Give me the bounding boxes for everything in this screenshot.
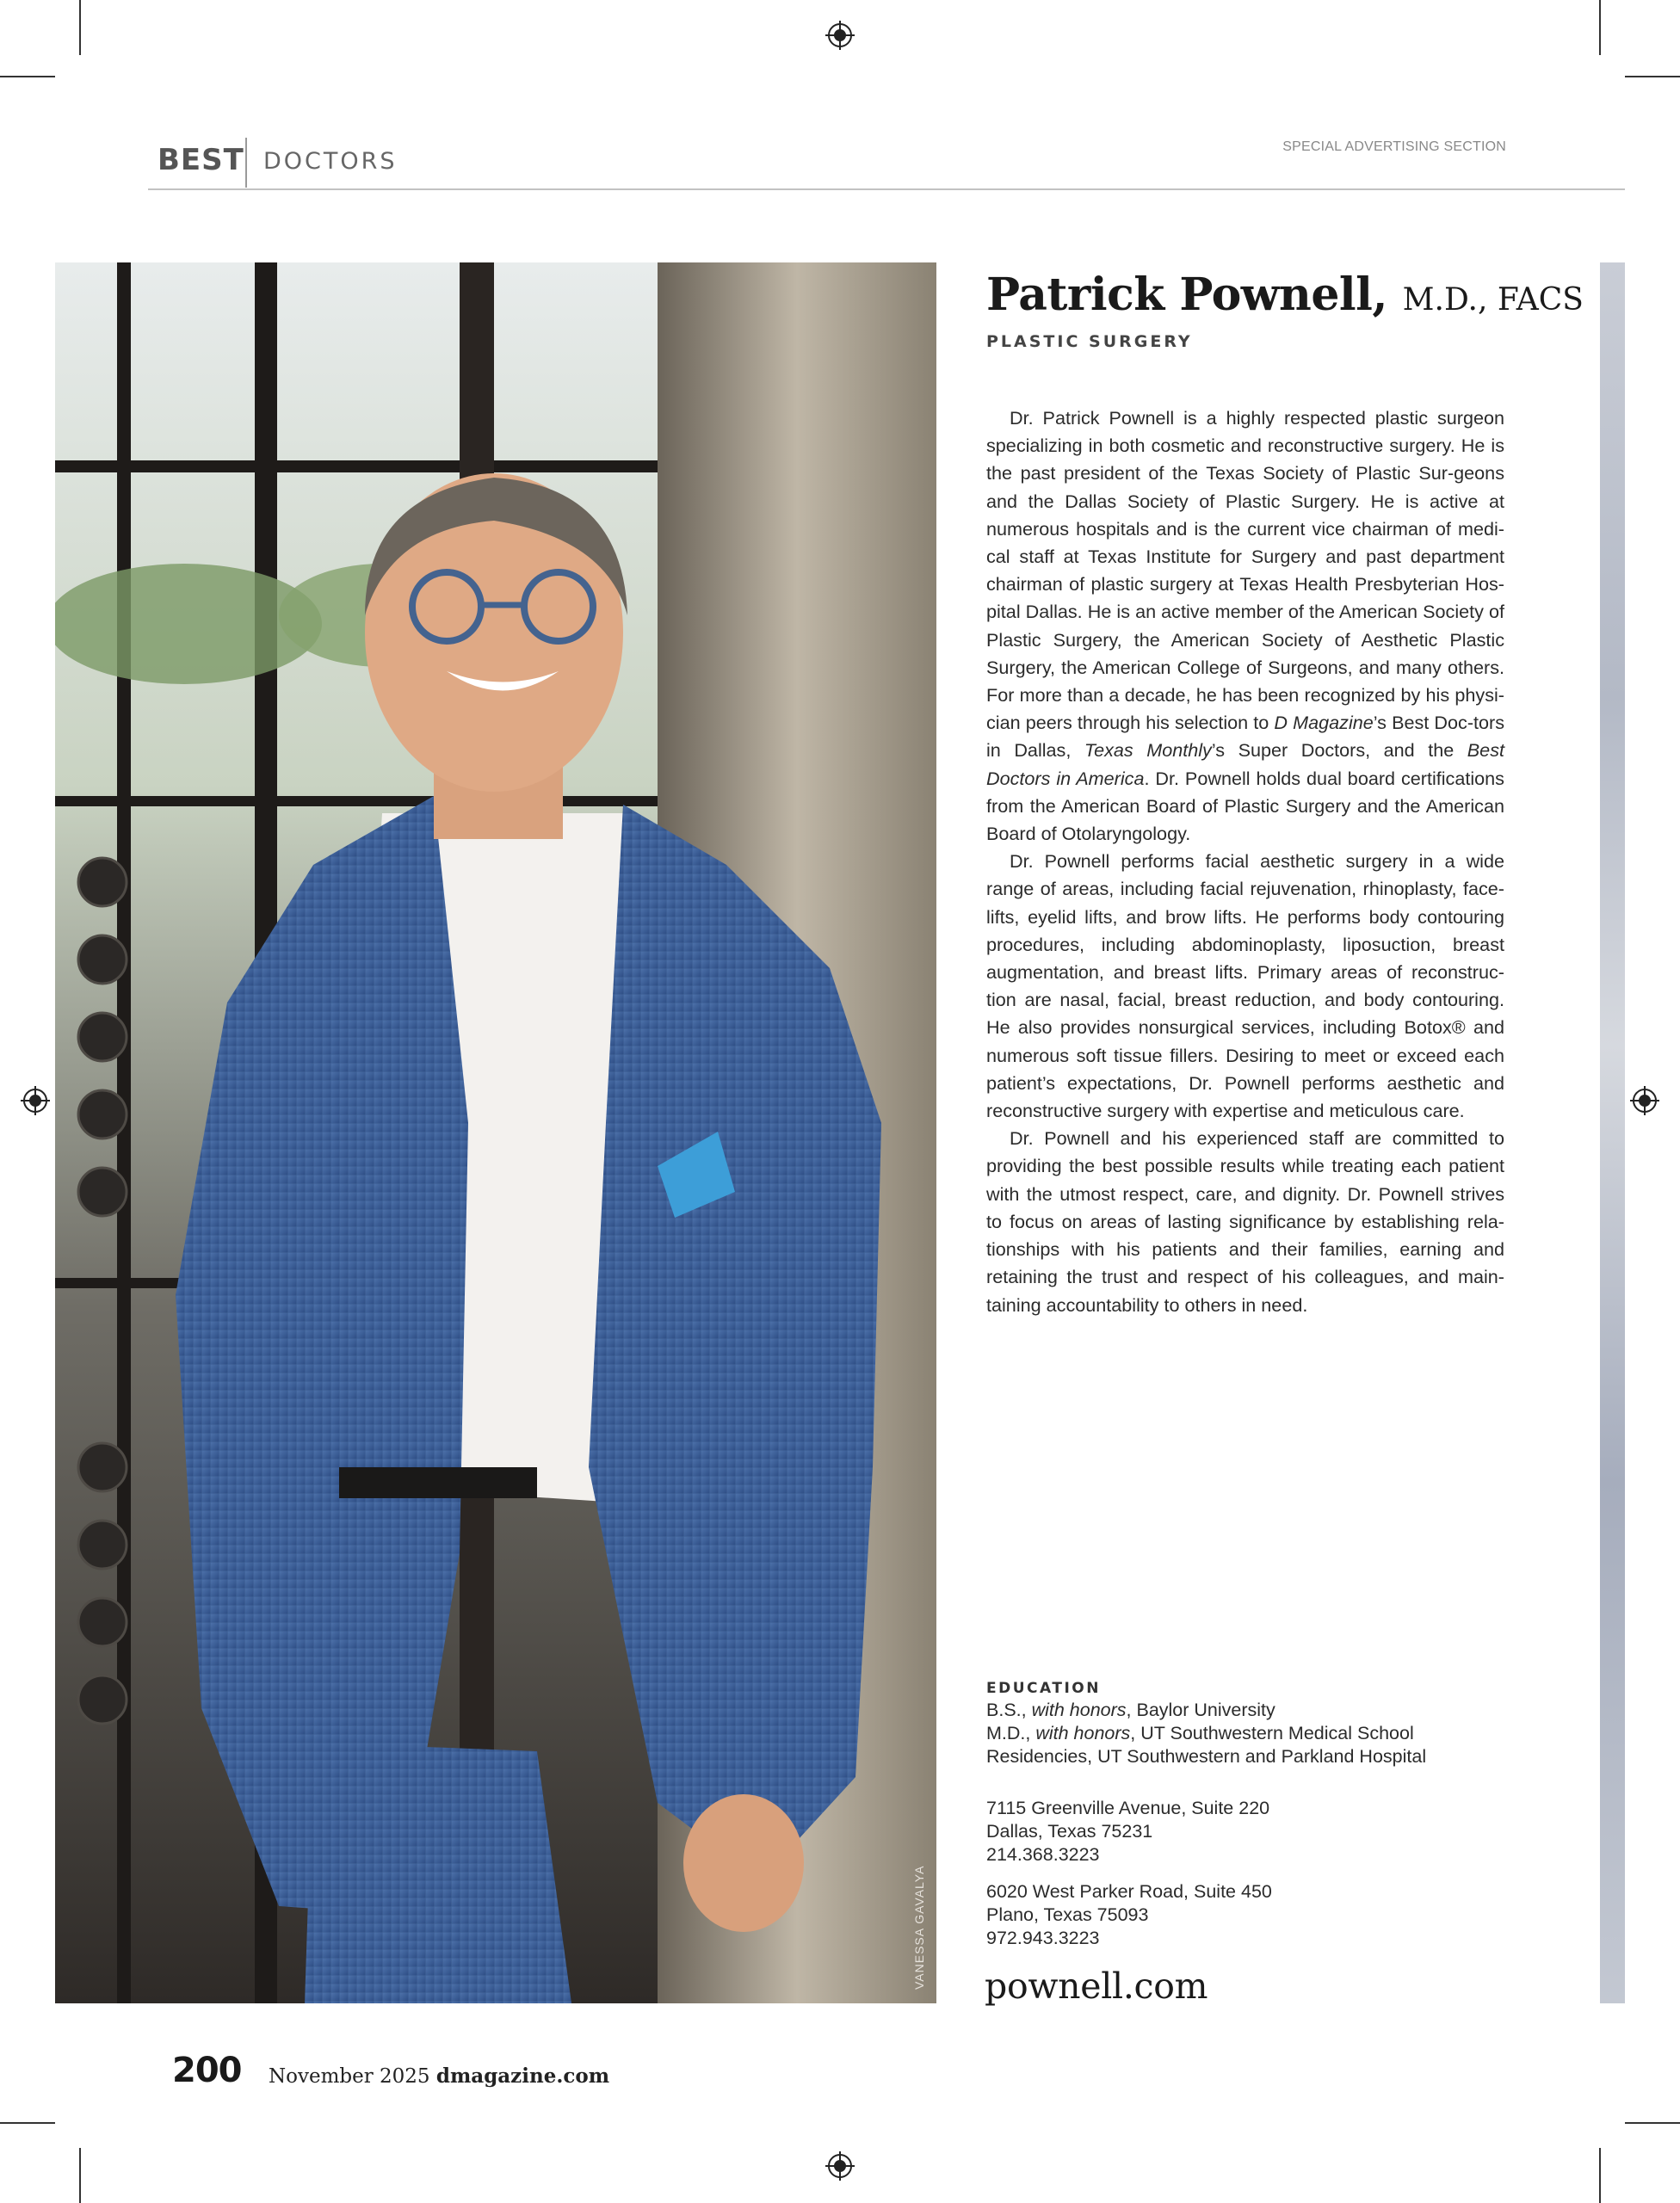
specialty-label: PLASTIC SURGERY — [986, 332, 1193, 351]
bio-text: Dr. Patrick Pownell is a highly respected plastic surgeon specializing in both cosmetic and reconstructive surgery. He is the past president of the Texas Society of Plastic Sur-geons and the Dallas Society of Plastic Surgery. He is active at numerous hospitals and is the current vice chairman of medi-cal staff at Texas Institute for Surgery and past department chairman of plastic surgery at Texas Health Presbyterian Hos-pital Dallas. He is an active member of the American Society of Plastic Surgery, the American Society of Aesthetic Plastic Surgery, the American College of Surgeons, and many others. For more than a decade, he has been recognized by his physi-cian peers through his selection to — [986, 407, 1504, 734]
crop-mark — [1625, 76, 1680, 77]
doctor-name — [986, 268, 1584, 321]
crop-mark — [1625, 2122, 1680, 2124]
degree: M.D., — [986, 1723, 1036, 1743]
magazine-title: Texas Monthly — [1084, 739, 1212, 762]
section-title: BEST — [158, 143, 244, 177]
bio-text: ’s Super Doctors, and the — [1211, 739, 1467, 762]
registration-mark-icon — [825, 2151, 855, 2181]
honors: with honors — [1031, 1700, 1127, 1720]
doctor-name-text: Patrick Pownell, — [986, 268, 1388, 321]
education-item: Residencies, UT Southwestern and Parkland Hospital — [986, 1746, 1427, 1767]
biography — [986, 404, 1504, 1319]
advertising-label: SPECIAL ADVERTISING SECTION — [1282, 139, 1506, 154]
education-item — [986, 1723, 1414, 1744]
magazine-title: D Magazine — [1274, 712, 1374, 734]
location-street: 6020 West Parker Road, Suite 450 — [986, 1881, 1272, 1902]
crop-mark — [1599, 2148, 1601, 2203]
degree: B.S., — [986, 1700, 1032, 1720]
footer-issue — [269, 2064, 609, 2088]
crop-mark — [79, 0, 81, 55]
crop-mark — [79, 2148, 81, 2203]
education-heading: EDUCATION — [986, 1680, 1101, 1697]
location-phone[interactable]: 972.943.3223 — [986, 1928, 1100, 1948]
decorative-side-bar — [1600, 262, 1625, 2003]
bio-text: . Dr. Pownell holds dual board certifications from the American Board of Plastic Surgery and the American Board of Otolaryngology. — [986, 767, 1504, 845]
location-city: Plano, Texas 75093 — [986, 1904, 1149, 1925]
publication-title: Best Doctors in America — [986, 739, 1504, 789]
photo-credit: VANESSA GAVALYA — [912, 1865, 926, 1990]
institution: , Baylor University — [1126, 1700, 1275, 1720]
footer-site: dmagazine.com — [435, 2064, 610, 2088]
crop-mark — [0, 2122, 55, 2124]
header-divider — [245, 138, 247, 188]
registration-mark-icon — [825, 21, 855, 50]
honors: with honors — [1035, 1723, 1131, 1743]
location-city: Dallas, Texas 75231 — [986, 1821, 1153, 1842]
issue-date: November 2025 — [269, 2065, 430, 2088]
education-item — [986, 1700, 1275, 1721]
website-link[interactable]: pownell.com — [985, 1965, 1208, 2007]
registration-mark-icon — [21, 1086, 50, 1115]
section-subtitle: DOCTORS — [263, 148, 398, 175]
location-phone[interactable]: 214.368.3223 — [986, 1844, 1100, 1865]
doctor-portrait-photo — [55, 262, 936, 2003]
doctor-credentials: M.D., FACS — [1402, 282, 1584, 318]
page-number: 200 — [172, 2051, 242, 2090]
bio-paragraph: Dr. Pownell performs facial aesthetic surgery in a wide range of areas, including facial rejuvenation, rhinoplasty, face-lifts, eyelid lifts, and brow lifts. He performs body contouring procedures, including abdominoplasty, liposuction, breast augmentation, and breast lifts. Primary areas of reconstruc-tion are nasal, facial, breast reduction, and body contouring. He also provides nonsurgical services, including Botox® and numerous soft tissue fillers. Desiring to meet or exceed each patient’s expectations, Dr. Pownell performs aesthetic and reconstructive surgery with expertise and meticulous care. — [986, 850, 1504, 1122]
header-rule — [148, 188, 1625, 190]
bio-paragraph: Dr. Pownell and his experienced staff are committed to providing the best possible results while treating each patient with the utmost respect, care, and dignity. Dr. Pownell strives to focus on areas of lasting significance by establishing rela-tionships with his patients and their families, earning and retaining the trust and respect of his colleagues, and main-taining accountability to others in need. — [986, 1127, 1504, 1316]
crop-mark — [0, 76, 55, 77]
bio-paragraph — [986, 404, 1504, 848]
crop-mark — [1599, 0, 1601, 55]
registration-mark-icon — [1630, 1086, 1659, 1115]
bio-text: ’s Best Doc-tors in Dallas, — [986, 712, 1505, 762]
location-street: 7115 Greenville Avenue, Suite 220 — [986, 1798, 1270, 1818]
institution: , UT Southwestern Medical School — [1130, 1723, 1414, 1743]
